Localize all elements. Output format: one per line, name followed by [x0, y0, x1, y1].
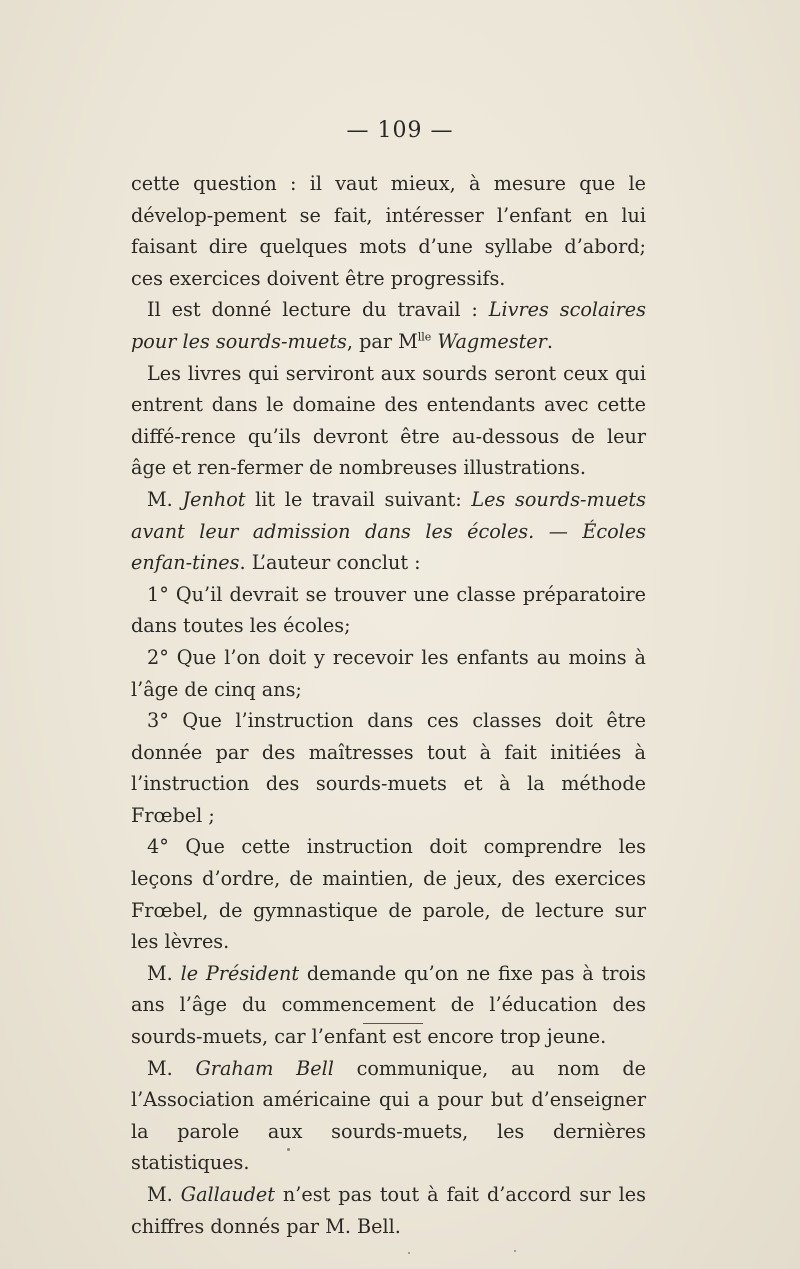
text-segment: . [546, 329, 553, 353]
list-item [131, 831, 646, 957]
italic-text: Graham Bell [195, 1056, 334, 1080]
list-item [131, 705, 646, 831]
text-segment: . L’auteur conclut : [239, 551, 421, 575]
paragraph [131, 358, 646, 484]
text-segment: M. [147, 961, 181, 985]
italic-text: Jenhot [182, 487, 246, 511]
text-segment: 1° Qu’il devrait se trouver une classe préparatoire dans toutes les écoles; [131, 582, 646, 638]
superscript-text: lle [417, 330, 432, 344]
text-segment: M. [147, 487, 183, 511]
text-segment: lit le travail suivant: [245, 487, 472, 511]
text-segment: M. [147, 1056, 196, 1080]
italic-text: le Président [180, 961, 300, 985]
list-item [131, 642, 646, 705]
text-segment: , par M [346, 329, 418, 353]
italic-text: Gallaudet [180, 1183, 275, 1206]
text-segment: 3° Que l’instruction dans ces classes doit être donnée par des maîtresses tout à fait initiées à l’instruction des sourds-muets et à la méthode Frœbel ; [131, 709, 646, 827]
text-segment: demande qu’on ne fixe pas à trois ans l’âge du commencement de l’éducation des sourds-muets, car l’enfant est encore trop jeune. [131, 961, 646, 1049]
paragraph [131, 1053, 646, 1179]
text-segment: cette question : il vaut mieux, à mesure que le dévelop-pement se fait, intéresser l’enfant en lui faisant dire quelques mots d’une syllabe d’abord; ces exercices doivent être progressifs. [131, 172, 646, 290]
text-segment: M. [147, 1183, 181, 1206]
text-segment: Il est donné lecture du travail : [147, 298, 489, 322]
paragraph [131, 484, 646, 579]
italic-text: Livres scolaires pour les sourds-muets [131, 298, 646, 353]
paper-speck [514, 1250, 516, 1252]
paragraph [131, 168, 646, 294]
text-segment: 2° Que l’on doit y recevoir les enfants au moins à l’âge de cinq ans; [131, 645, 646, 701]
end-rule [363, 1023, 423, 1024]
paragraph [131, 1179, 646, 1242]
italic-text: Les sourds-muets avant leur admission dans les écoles. — Écoles enfan-tines [131, 487, 646, 575]
text-segment: communique, au nom de l’Association américaine qui a pour but d’enseigner la parole aux sourds-muets, les dernières statistiques. [131, 1056, 646, 1175]
text-segment: n’est pas tout à fait d’accord sur les chiffres donnés par M. Bell. [131, 1183, 646, 1238]
text-segment: 4° Que cette instruction doit comprendre les leçons d’ordre, de maintien, de jeux, des exercices Frœbel, de gymnastique de parole, de lecture sur les lèvres. [131, 835, 646, 954]
italic-text: Wagmester [437, 329, 547, 353]
list-item [131, 579, 646, 642]
text-segment: Les livres qui serviront aux sourds seront ceux qui entrent dans le domaine des entendants avec cette diffé-rence qu’ils devront être au-dessous de leur âge et ren-fermer de nombreuses illustrations. [131, 361, 646, 480]
page-number-header: — 109 — [346, 118, 454, 143]
paper-speck [287, 1148, 290, 1151]
body-text [131, 168, 646, 1242]
paragraph [131, 958, 646, 1053]
paragraph [131, 294, 646, 357]
paper-speck [408, 1252, 410, 1254]
